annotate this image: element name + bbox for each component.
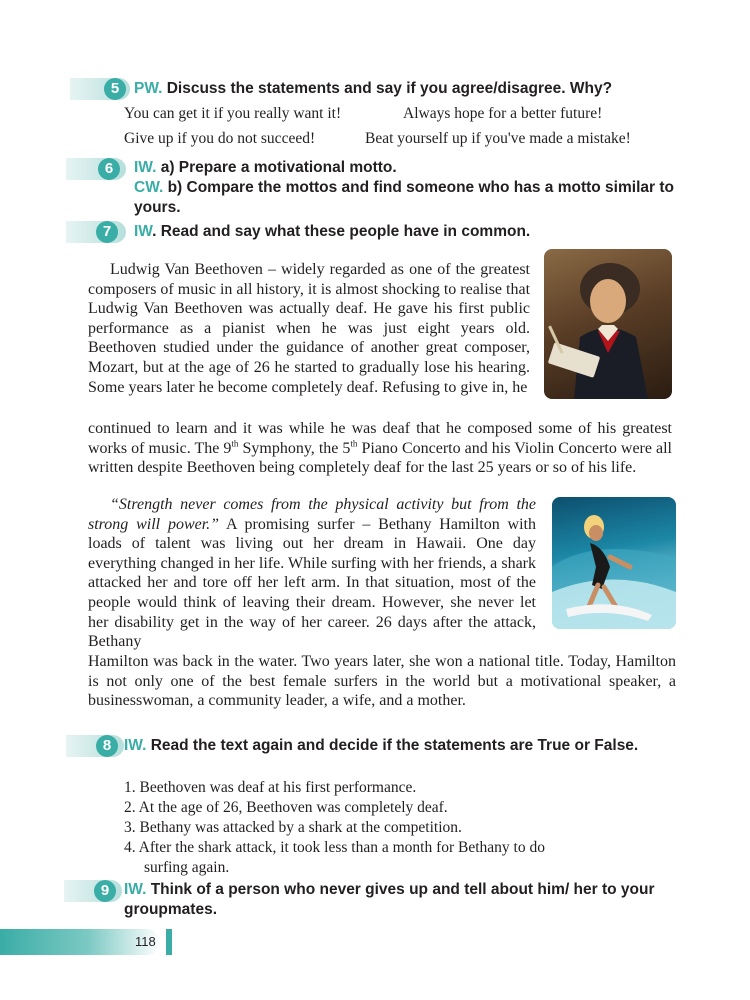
beethoven-text-2a: continued to learn and it was while he was deaf that he composed some of his greatest works of music. The 9: [88, 420, 672, 457]
task-9-text: Think of a person who never gives up and tell about him/ her to your groupmates.: [124, 881, 655, 918]
beethoven-portrait-icon: [544, 249, 672, 399]
bethany-text-1: A promising surfer – Bethany Hamilton with loads of talent was living out her dream in Hawaii. One day everything changed in her life. While surfing with her friends, a shark attacked her and tore off her left arm. In that situation, most of the people would think of leaving their dream. However, she never let her disability get in the way of her career. 26 days after the attack, Bethany: [88, 515, 536, 651]
page-footer-bar: [0, 929, 168, 955]
task-5-text: Discuss the statements and say if you agree/disagree. Why?: [162, 80, 613, 97]
bethany-quote: “Strength never comes from the physical activity but from the strong will power.”: [88, 496, 536, 533]
bethany-text-part-2: Hamilton was back in the water. Two years later, she won a national title. Today, Hamilton is not only one of the best female surfers in the world but a motivational speaker, a businesswoman, a community leader, a wife, and a mother.: [88, 653, 676, 710]
task-6-instruction-b: [134, 178, 694, 218]
page-number: 118: [135, 934, 156, 949]
task-5-statement-2: Always hope for a better future!: [403, 105, 603, 122]
task-7-text: . Read and say what these people have in common.: [152, 223, 531, 240]
task-9-number: 9: [94, 880, 116, 902]
superscript-th-1: th: [231, 438, 239, 449]
task-9-code: IW.: [124, 881, 147, 898]
task-8-statements: [124, 778, 684, 878]
task-5-statement-1: You can get it if you really want it!: [124, 105, 342, 122]
footer-marker: [166, 929, 172, 955]
task-6-code-a: IW.: [134, 159, 157, 176]
superscript-th-2: th: [350, 438, 358, 449]
task-5-instruction: [134, 79, 694, 99]
surfer-icon: [552, 497, 676, 629]
task-7-number: 7: [96, 221, 118, 243]
beethoven-text-part-1: Ludwig Van Beethoven – widely regarded as one of the greatest composers of music in all history, it is almost shocking to realise that Ludwig Van Beethoven was actually deaf. He gave his first public performance as a pianist when he was just eight years old. Beethoven studied under the guidance of another great composer, Mozart, but at the age of 26 he started to gradually lose his hearing. Some years later he become completely deaf. Refusing to give in, he: [88, 261, 531, 396]
task-6-code-b: CW.: [134, 179, 164, 196]
task-5-statement-4: Beat yourself up if you've made a mistake!: [365, 130, 631, 147]
task-8-item-4-continued: surfing again.: [144, 859, 230, 876]
task-8-text: Read the text again and decide if the statements are True or False.: [146, 737, 639, 754]
task-8-item-2: 2. At the age of 26, Beethoven was completely deaf.: [124, 799, 448, 816]
task-8-number: 8: [96, 735, 118, 757]
bethany-surfer-image: [552, 497, 676, 629]
task-6-text-b: b) Compare the mottos and find someone who has a motto similar to yours.: [134, 179, 674, 216]
task-8-code: IW.: [124, 737, 147, 754]
beethoven-text-part-2: [88, 419, 672, 478]
task-6-number: 6: [98, 158, 120, 180]
task-6-text-a: a) Prepare a motivational motto.: [156, 159, 397, 176]
bethany-text-part-1: [88, 495, 536, 652]
task-8-item-4: 4. After the shark attack, it took less than a month for Bethany to do: [124, 839, 545, 856]
task-5-number: 5: [104, 78, 126, 100]
task-7-code: IW: [134, 223, 153, 240]
task-9-instruction: [124, 880, 664, 920]
task-6-instruction-a: [134, 158, 694, 178]
beethoven-portrait-image: [544, 249, 672, 399]
beethoven-text-2c: Piano Concerto and his Violin Concerto were all written despite Beethoven being completely deaf for the last 25 years or so of his life.: [88, 439, 673, 477]
beethoven-text-2b: Symphony, the 5: [238, 439, 351, 457]
task-8-item-1: 1. Beethoven was deaf at his first performance.: [124, 779, 417, 796]
task-8-item-3: 3. Bethany was attacked by a shark at the competition.: [124, 819, 462, 836]
task-8-instruction: [124, 736, 684, 756]
task-5-code: PW.: [134, 80, 163, 97]
task-7-instruction: [134, 222, 694, 242]
task-5-statement-3: Give up if you do not succeed!: [124, 130, 316, 147]
